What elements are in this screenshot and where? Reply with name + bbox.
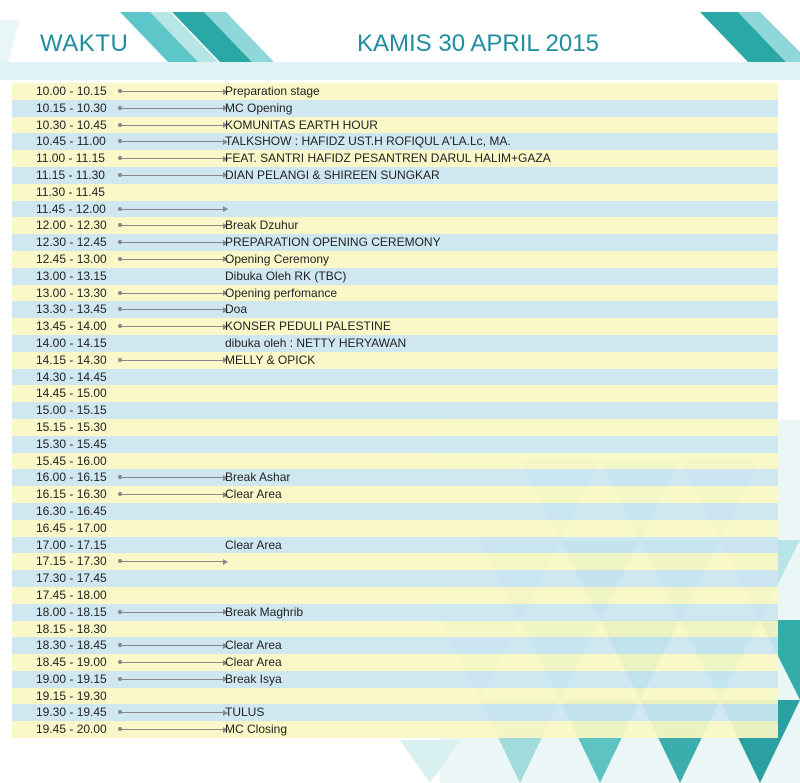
schedule-row <box>12 251 778 268</box>
event-name: Dibuka Oleh RK (TBC) <box>225 268 347 283</box>
time-slot: 16.00 - 16.15 <box>36 470 107 485</box>
schedule-row <box>12 117 778 134</box>
column-title-waktu: WAKTU <box>40 30 129 57</box>
schedule-row <box>12 637 778 654</box>
event-name: FEAT. SANTRI HAFIDZ PESANTREN DARUL HALIM+GAZA <box>225 151 551 166</box>
schedule-row <box>12 83 778 100</box>
schedule-row <box>12 621 778 638</box>
time-slot: 14.45 - 15.00 <box>36 386 107 401</box>
schedule-row <box>12 570 778 587</box>
arrow-right-icon <box>119 150 227 167</box>
arrow-right-icon <box>119 704 227 721</box>
schedule-row <box>12 587 778 604</box>
schedule-row <box>12 352 778 369</box>
event-name: Break Dzuhur <box>225 218 299 233</box>
event-name: Clear Area <box>225 537 282 552</box>
time-slot: 15.30 - 15.45 <box>36 436 107 451</box>
time-slot: 12.30 - 12.45 <box>36 235 107 250</box>
schedule-row <box>12 402 778 419</box>
schedule-row <box>12 167 778 184</box>
arrow-right-icon <box>119 100 227 117</box>
schedule-row <box>12 671 778 688</box>
arrow-right-icon <box>119 671 227 688</box>
time-slot: 17.30 - 17.45 <box>36 571 107 586</box>
time-slot: 19.45 - 20.00 <box>36 722 107 737</box>
time-slot: 13.00 - 13.15 <box>36 268 107 283</box>
time-slot: 16.45 - 17.00 <box>36 520 107 535</box>
event-name: KOMUNITAS EARTH HOUR <box>225 117 378 132</box>
arrow-right-icon <box>119 83 227 100</box>
schedule-row <box>12 285 778 302</box>
time-slot: 11.15 - 11.30 <box>36 167 105 182</box>
arrow-right-icon <box>119 301 227 318</box>
arrow-right-icon <box>119 217 227 234</box>
time-slot: 15.45 - 16.00 <box>36 453 107 468</box>
event-name: Clear Area <box>225 655 282 670</box>
schedule-row <box>12 268 778 285</box>
event-name: MC Opening <box>225 100 293 115</box>
event-name: KONSER PEDULI PALESTINE <box>225 319 391 334</box>
schedule-row <box>12 150 778 167</box>
time-slot: 15.00 - 15.15 <box>36 403 107 418</box>
time-slot: 10.15 - 10.30 <box>36 100 107 115</box>
time-slot: 14.30 - 14.45 <box>36 369 107 384</box>
schedule-row <box>12 453 778 470</box>
arrow-right-icon <box>119 469 227 486</box>
time-slot: 11.45 - 12.00 <box>36 201 106 216</box>
event-name: Clear Area <box>225 638 282 653</box>
arrow-right-icon <box>119 285 227 302</box>
event-name: MC Closing <box>225 722 288 737</box>
schedule-row <box>12 335 778 352</box>
schedule-row <box>12 234 778 251</box>
time-slot: 13.30 - 13.45 <box>36 302 107 317</box>
schedule-row <box>12 654 778 671</box>
time-slot: 18.15 - 18.30 <box>36 621 107 636</box>
time-slot: 10.45 - 11.00 <box>36 134 106 149</box>
time-slot: 11.30 - 11.45 <box>36 184 105 199</box>
schedule-row <box>12 704 778 721</box>
arrow-right-icon <box>119 167 227 184</box>
arrow-right-icon <box>119 553 227 570</box>
time-slot: 13.00 - 13.30 <box>36 285 107 300</box>
event-name: Preparation stage <box>225 84 320 98</box>
time-slot: 18.00 - 18.15 <box>36 604 107 619</box>
event-name: Clear Area <box>225 487 282 502</box>
event-name: Break Ashar <box>225 470 291 485</box>
time-slot: 19.15 - 19.30 <box>36 688 107 703</box>
event-name: dibuka oleh : NETTY HERYAWAN <box>225 335 407 350</box>
schedule-row <box>12 604 778 621</box>
schedule-row <box>12 520 778 537</box>
schedule-row <box>12 301 778 318</box>
schedule-row <box>12 436 778 453</box>
arrow-right-icon <box>119 604 227 621</box>
event-name: Break Isya <box>225 671 282 686</box>
event-name: Doa <box>225 302 248 317</box>
time-slot: 15.15 - 15.30 <box>36 419 107 434</box>
time-slot: 14.00 - 14.15 <box>36 335 107 350</box>
time-slot: 10.00 - 10.15 <box>36 84 107 98</box>
event-name: Break Maghrib <box>225 604 304 619</box>
schedule-date-title: KAMIS 30 APRIL 2015 <box>357 30 599 57</box>
time-slot: 16.15 - 16.30 <box>36 487 107 502</box>
event-name: Opening perfomance <box>225 285 338 300</box>
time-slot: 12.45 - 13.00 <box>36 251 107 266</box>
arrow-right-icon <box>119 201 227 218</box>
time-slot: 18.30 - 18.45 <box>36 638 107 653</box>
time-slot: 12.00 - 12.30 <box>36 218 107 233</box>
time-slot: 17.00 - 17.15 <box>36 537 107 552</box>
time-slot: 11.00 - 11.15 <box>36 151 105 166</box>
schedule-row <box>12 486 778 503</box>
schedule-row <box>12 469 778 486</box>
schedule-row <box>12 217 778 234</box>
arrow-right-icon <box>119 234 227 251</box>
time-slot: 13.45 - 14.00 <box>36 319 107 334</box>
arrow-right-icon <box>119 251 227 268</box>
time-slot: 19.00 - 19.15 <box>36 671 107 686</box>
event-name: DIAN PELANGI & SHIREEN SUNGKAR <box>225 167 440 182</box>
time-slot: 10.30 - 10.45 <box>36 117 107 132</box>
schedule-table <box>12 83 778 738</box>
arrow-right-icon <box>119 133 227 150</box>
schedule-row <box>12 184 778 201</box>
event-name: TULUS <box>225 705 265 720</box>
event-name: TALKSHOW : HAFIDZ UST.H ROFIQUL A'LA.Lc, MA. <box>225 134 511 149</box>
schedule-row <box>12 553 778 570</box>
schedule-row <box>12 537 778 554</box>
schedule-row <box>12 385 778 402</box>
arrow-right-icon <box>119 721 227 738</box>
schedule-row <box>12 100 778 117</box>
time-slot: 19.30 - 19.45 <box>36 705 107 720</box>
time-slot: 16.30 - 16.45 <box>36 503 107 518</box>
schedule-row <box>12 369 778 386</box>
schedule-row <box>12 133 778 150</box>
schedule-row <box>12 688 778 705</box>
event-name: MELLY & OPICK <box>225 352 316 367</box>
arrow-right-icon <box>119 318 227 335</box>
arrow-right-icon <box>119 352 227 369</box>
arrow-right-icon <box>119 637 227 654</box>
time-slot: 14.15 - 14.30 <box>36 352 107 367</box>
time-slot: 17.15 - 17.30 <box>36 554 107 569</box>
schedule-row <box>12 503 778 520</box>
arrow-right-icon <box>119 654 227 671</box>
time-slot: 17.45 - 18.00 <box>36 587 107 602</box>
event-name: PREPARATION OPENING CEREMONY <box>225 235 441 250</box>
time-slot: 18.45 - 19.00 <box>36 655 107 670</box>
schedule-row <box>12 318 778 335</box>
schedule-row <box>12 419 778 436</box>
schedule-row <box>12 201 778 218</box>
schedule-row <box>12 721 778 738</box>
event-name: Opening Ceremony <box>225 251 330 266</box>
arrow-right-icon <box>119 486 227 503</box>
header <box>0 0 800 80</box>
arrow-right-icon <box>119 117 227 134</box>
